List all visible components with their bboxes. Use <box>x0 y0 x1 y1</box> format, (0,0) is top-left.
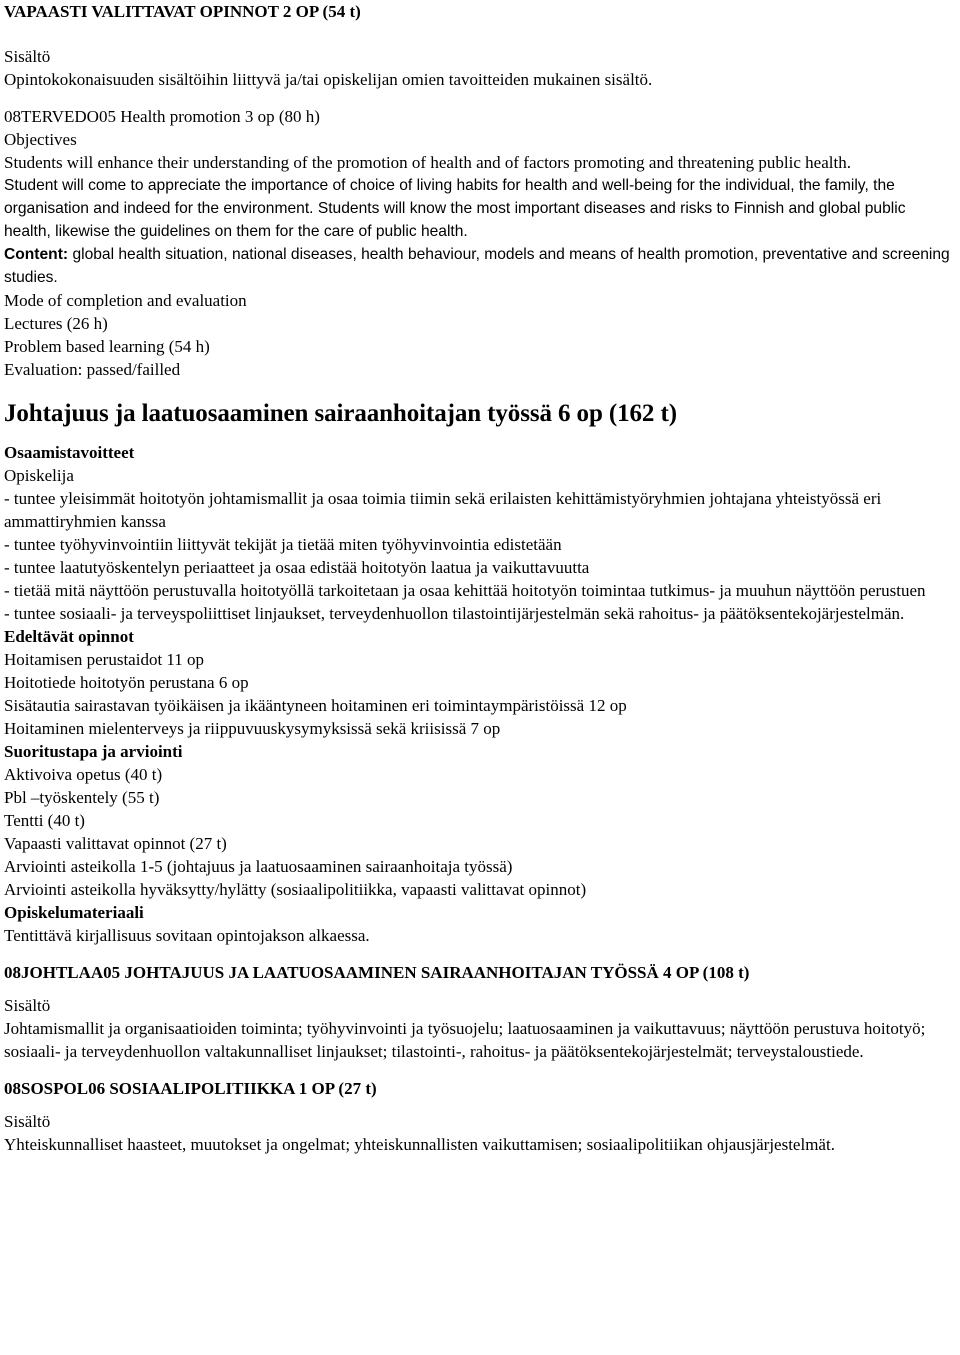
student-outcomes-text-b: Students will know the most important diseases and risks to Finnish and global public health, likewise the guidelines on them for the care of public health. <box>4 200 906 240</box>
mode-item: Lectures (26 h) <box>4 314 108 333</box>
outcome-item: - tuntee laatutyöskentelyn periaatteet ja osaa edistää hoitotyön laatua ja vaikuttavuutta <box>4 558 590 577</box>
mode-label: Mode of completion and evaluation <box>4 291 247 310</box>
course-title-health-promotion: 08TERVEDO05 Health promotion 3 op (80 h) <box>4 107 320 126</box>
content-paragraph <box>4 243 956 289</box>
outcome-item: - tuntee yleisimmät hoitotyön johtamismallit ja osaa toimia tiimin sekä erilaisten kehittämistyöryhmien johtajana yhteistyössä eri ammattiryhmien kanssa <box>4 489 882 531</box>
content-text: Opintokokonaisuuden sisältöihin liittyvä ja/tai opiskelijan omien tavoitteiden mukainen sisältö. <box>4 70 653 89</box>
objectives-text: Students will enhance their understanding of the promotion of health and of factors promoting and threatening public health. <box>4 153 851 172</box>
outcomes-intro: Opiskelija <box>4 466 74 485</box>
material-label: Opiskelumateriaali <box>4 903 144 922</box>
content-text: Johtamismallit ja organisaatioiden toiminta; työhyvinvointi ja työsuojelu; laatuosaaminen ja vaikuttavuus; näyttöön perustuva hoitotyö; sosiaali- ja terveydenhuollon valtakunnalliset linjaukset; tilastointi-, rahoitus- ja päätöksentekojärjestelmät; terveystaloustiede. <box>4 1019 926 1061</box>
course-title-sospol: 08SOSPOL06 SOSIAALIPOLITIIKKA 1 OP (27 t) <box>4 1079 377 1098</box>
content-text: global health situation, national diseases, health behaviour, models and means of health promotion, preventative and screening studies. <box>4 246 950 286</box>
method-item: Tentti (40 t) <box>4 811 85 830</box>
prereq-item: Sisätautia sairastavan työikäisen ja ikääntyneen hoitaminen eri toimintaympäristöissä 12 op <box>4 696 627 715</box>
material-text: Tentittävä kirjallisuus sovitaan opintojakson alkaessa. <box>4 926 370 945</box>
content-label: Sisältö <box>4 1112 51 1131</box>
student-outcomes-paragraph <box>4 174 956 243</box>
method-item: Arviointi asteikolla hyväksytty/hylätty (sosiaalipolitiikka, vapaasti valittavat opinnot) <box>4 880 587 899</box>
objectives-label: Objectives <box>4 130 77 149</box>
mode-item: Evaluation: passed/failled <box>4 360 181 379</box>
course-title-johtlaa: 08JOHTLAA05 JOHTAJUUS JA LAATUOSAAMINEN SAIRAANHOITAJAN TYÖSSÄ 4 OP (108 t) <box>4 963 750 982</box>
spacer <box>4 23 956 45</box>
content-label: Sisältö <box>4 996 51 1015</box>
section-title-elective: VAPAASTI VALITTAVAT OPINNOT 2 OP (54 t) <box>4 2 361 21</box>
method-label: Suoritustapa ja arviointi <box>4 742 183 761</box>
method-item: Vapaasti valittavat opinnot (27 t) <box>4 834 227 853</box>
module-title-leadership: Johtajuus ja laatuosaaminen sairaanhoitajan työssä 6 op (162 t) <box>4 400 677 427</box>
outcome-item: - tuntee työhyvinvointiin liittyvät tekijät ja tietää miten työhyvinvointia edistetään <box>4 535 562 554</box>
outcomes-label: Osaamistavoitteet <box>4 443 135 462</box>
student-outcomes-text-a: Student will come to appreciate the importance of choice of living habits for health and well-being for the individual, the family, the organisation and indeed for the environment. <box>4 177 895 217</box>
content-text: Yhteiskunnalliset haasteet, muutokset ja ongelmat; yhteiskunnallisten vaikuttamisen; sosiaalipolitiikan ohjausjärjestelmät. <box>4 1135 835 1154</box>
prereq-item: Hoitamisen perustaidot 11 op <box>4 650 205 669</box>
outcome-item: - tietää mitä näyttöön perustuvalla hoitotyöllä tarkoitetaan ja osaa kehittää hoitotyön toimintaa tutkimus- ja muuhun näyttöön perustuen <box>4 581 926 600</box>
method-item: Pbl –työskentely (55 t) <box>4 788 160 807</box>
method-item: Aktivoiva opetus (40 t) <box>4 765 163 784</box>
prereq-item: Hoitotiede hoitotyön perustana 6 op <box>4 673 249 692</box>
spacer <box>4 91 956 105</box>
content-label: Sisältö <box>4 47 51 66</box>
outcome-item: - tuntee sosiaali- ja terveyspoliittiset linjaukset, terveydenhuollon tilastointijärjestelmän sekä rahoitus- ja päätöksentekojärjestelmän. <box>4 604 905 623</box>
content-label: Content: <box>4 246 69 263</box>
method-item: Arviointi asteikolla 1-5 (johtajuus ja laatuosaaminen sairaanhoitaja työssä) <box>4 857 513 876</box>
prereq-item: Hoitaminen mielenterveys ja riippuvuuskysymyksissä sekä kriisissä 7 op <box>4 719 501 738</box>
mode-item: Problem based learning (54 h) <box>4 337 210 356</box>
prereq-label: Edeltävät opinnot <box>4 627 134 646</box>
